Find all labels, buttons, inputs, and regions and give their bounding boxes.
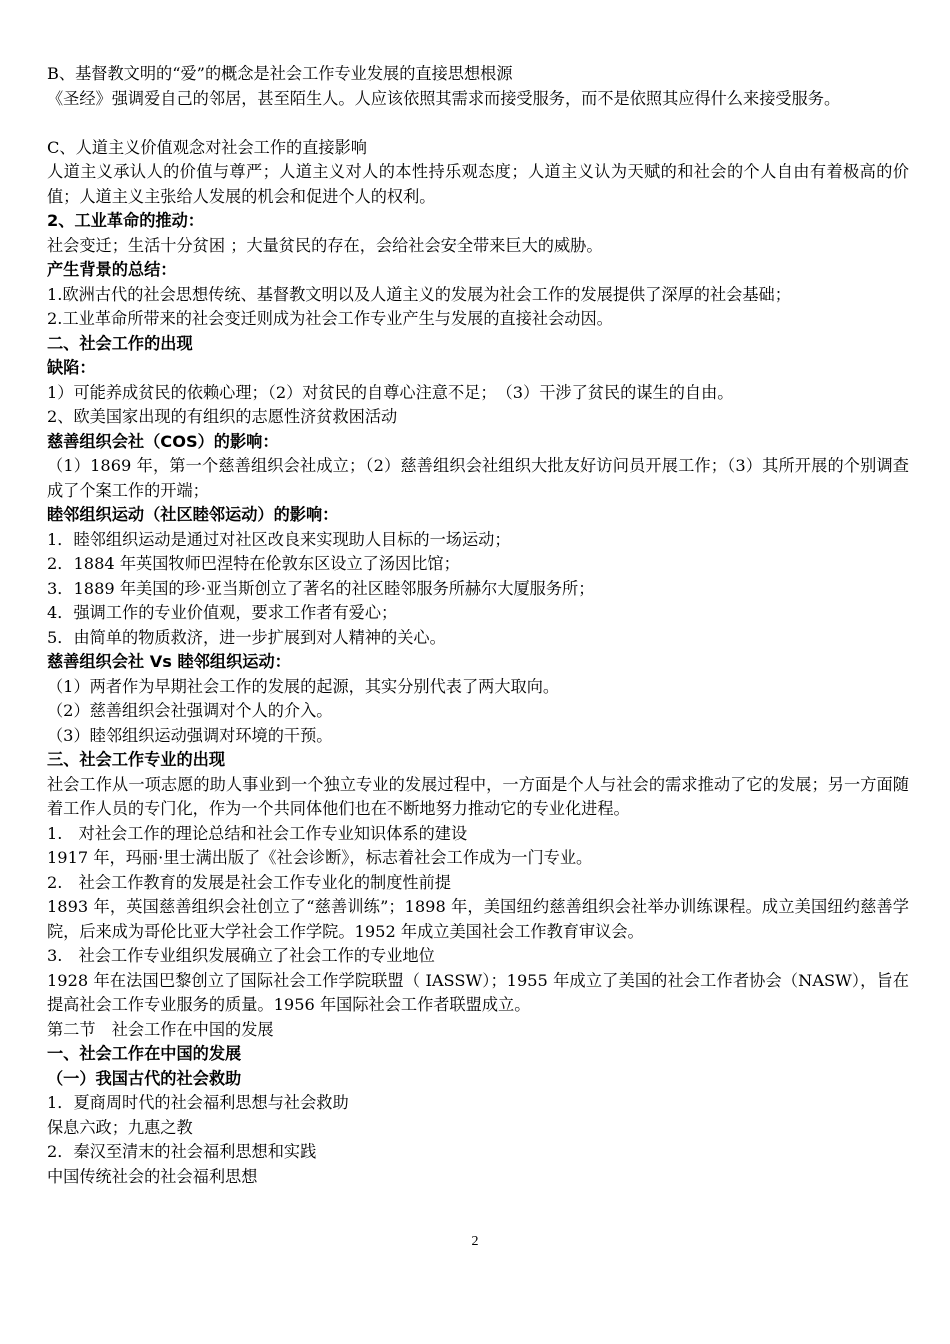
text-line: 2.工业革命所带来的社会变迁则成为社会工作专业产生与发展的直接社会动因。 [47, 309, 613, 328]
text-line: 2．秦汉至清末的社会福利思想和实践 [47, 1142, 317, 1161]
text-line: （1）1869 年，第一个慈善组织会社成立；（2）慈善组织会社组织大批友好访问员开展工作；（3）其所开展的个别调查成了个案工作的开端； [47, 456, 909, 500]
section-heading: 三、社会工作专业的出现 [47, 750, 226, 769]
document-body [47, 62, 909, 1189]
text-line: （1）两者作为早期社会工作的发展的起源，其实分别代表了两大取向。 [47, 676, 560, 696]
text-line: （2）慈善组织会社强调对个人的介入。 [47, 701, 333, 720]
section-heading: 二、社会工作的出现 [47, 333, 193, 353]
text-line: 1）可能养成贫民的依赖心理；（2）对贫民的自尊心注意不足； （3）干涉了贫民的谋生的自由。 [47, 382, 734, 402]
text-line: 4．强调工作的专业价值观，要求工作者有爱心； [47, 603, 398, 622]
text-line: 《圣经》强调爱自己的邻居，甚至陌生人。人应该依照其需求而接受服务，而不是依照其应得什么来接受服务。 [47, 88, 841, 108]
text-line: B、基督教文明的“爱”的概念是社会工作专业发展的直接思想根源 [47, 64, 513, 83]
text-line: 保息六政；九惠之教 [47, 1117, 193, 1137]
text-line: 5．由简单的物质救济，进一步扩展到对人精神的关心。 [47, 627, 446, 647]
text-line: 社会工作从一项志愿的助人事业到一个独立专业的发展过程中，一方面是个人与社会的需求推动了它的发展；另一方面随着工作人员的专门化，作为一个共同体他们也在不断地努力推动它的专业化进程。 [47, 774, 909, 818]
text-line: 1．夏商周时代的社会福利思想与社会救助 [47, 1093, 349, 1112]
text-line: 2．1884 年英国牧师巴涅特在伦敦东区设立了汤因比馆； [47, 554, 460, 573]
text-line: 1.欧洲古代的社会思想传统、基督教文明以及人道主义的发展为社会工作的发展提供了深厚的社会基础； [47, 284, 791, 304]
section-heading: 2、工业革命的推动： [47, 211, 204, 230]
text-line: 1893 年，英国慈善组织会社创立了“慈善训练”；1898 年，美国纽约慈善组织会社举办训练课程。成立美国纽约慈善学院，后来成为哥伦比亚大学社会工作学院。1952 年成立美国社会工作教育审议会。 [47, 897, 909, 941]
section-heading: 睦邻组织运动（社区睦邻运动）的影响： [47, 505, 339, 524]
text-line: 1928 年在法国巴黎创立了国际社会工作学院联盟（ IASSW）；1955 年成立了美国的社会工作者协会（NASW），旨在提高社会工作专业服务的质量。1956 年国际社会工作者联盟成立。 [47, 970, 909, 1014]
text-line: 2. 社会工作教育的发展是社会工作专业化的制度性前提 [47, 872, 451, 892]
page-number: 2 [471, 1234, 479, 1249]
section-heading: （一）我国古代的社会救助 [47, 1068, 242, 1088]
section-heading: 产生背景的总结： [47, 260, 177, 279]
text-line: 1917 年，玛丽·里士满出版了《社会诊断》，标志着社会工作成为一门专业。 [47, 848, 593, 867]
text-line: （3）睦邻组织运动强调对环境的干预。 [47, 725, 333, 745]
text-line: 3．1889 年美国的珍·亚当斯创立了著名的社区睦邻服务所赫尔大厦服务所； [47, 578, 595, 598]
text-line: C、人道主义价值观念对社会工作的直接影响 [47, 137, 367, 157]
section-heading: 缺陷： [47, 358, 96, 377]
text-line: 社会变迁；生活十分贫困 ；大量贫民的存在，会给社会安全带来巨大的威胁。 [47, 235, 603, 255]
text-line: 人道主义承认人的价值与尊严；人道主义对人的本性持乐观态度；人道主义认为天赋的和社会的个人自由有着极高的价值；人道主义主张给人发展的机会和促进个人的权利。 [47, 162, 909, 206]
text-line: 第二节 社会工作在中国的发展 [47, 1019, 274, 1039]
text-line: 中国传统社会的社会福利思想 [47, 1166, 258, 1186]
text-line: 2、欧美国家出现的有组织的志愿性济贫救困活动 [47, 407, 398, 426]
text-line: 1. 对社会工作的理论总结和社会工作专业知识体系的建设 [47, 823, 468, 843]
section-heading: 慈善组织会社（COS）的影响： [47, 431, 279, 451]
text-line: 1．睦邻组织运动是通过对社区改良来实现助人目标的一场运动； [47, 529, 511, 549]
section-heading: 一、社会工作在中国的发展 [47, 1044, 242, 1063]
section-heading: 慈善组织会社 Vs 睦邻组织运动： [47, 652, 291, 671]
text-line: 3. 社会工作专业组织发展确立了社会工作的专业地位 [47, 946, 435, 965]
